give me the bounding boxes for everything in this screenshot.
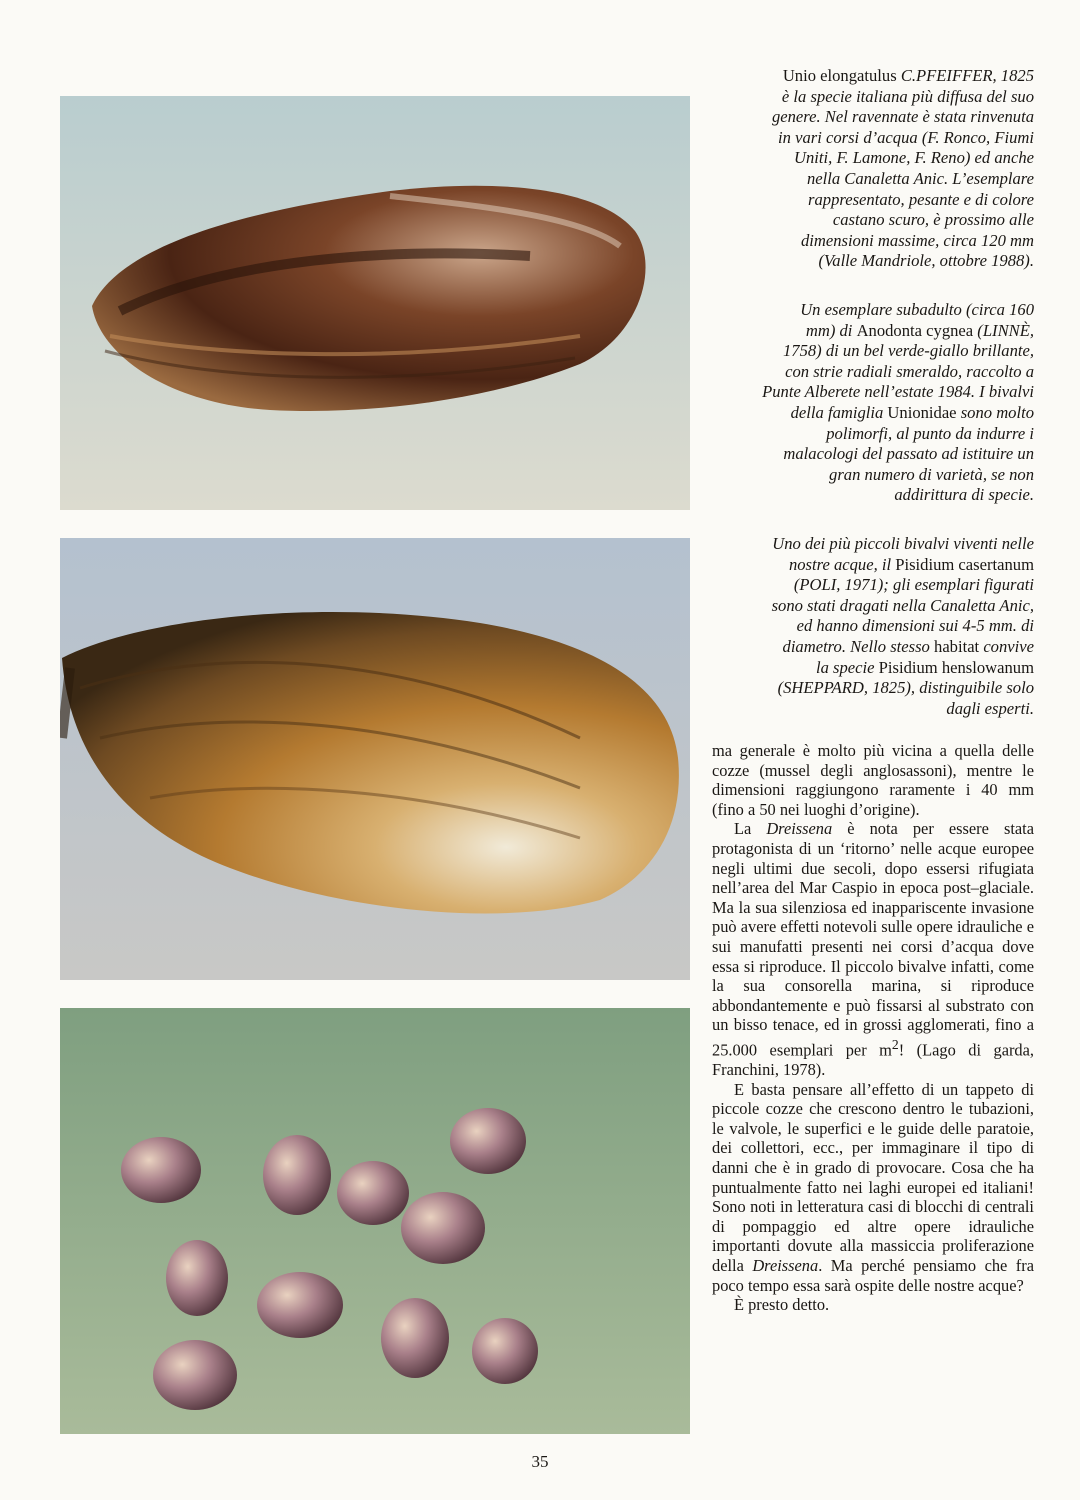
anodonta-shell-image: [60, 538, 690, 980]
body-text: E basta pensare all’effetto di un tappeto di piccole cozze che crescono dentro le tubazioni, le valvole, le superfici e le guide delle paratoie, dei collettori, ecc., per immaginare il tipo di danni che è in grado di provocare. Cosa che ha puntualmente fatto nei laghi europei ed italiani! Sono noti in letteratura casi di blocchi di centrali di pompaggio ed altre opere idrauliche importanti dovute alla massiccia proliferazione della: [712, 1079, 1034, 1275]
body-text-italic: Dreissena: [766, 819, 833, 839]
body-text-italic: Dreissena: [752, 1255, 819, 1275]
caption-text: rappresentato, pesante e di colore: [808, 189, 1034, 209]
caption-text: convive: [979, 636, 1034, 656]
caption-text: sono molto: [956, 402, 1034, 422]
caption-anodonta: [712, 300, 1034, 506]
caption-text: diametro. Nello stesso: [782, 636, 935, 656]
caption-text: Uniti, F. Lamone, F. Reno) ed anche: [794, 148, 1034, 168]
caption-text: la specie: [815, 657, 879, 677]
body-paragraph: [712, 1080, 1034, 1296]
caption-text: Unionidae: [887, 402, 957, 422]
article-body: [712, 741, 1034, 1315]
caption-text: sono stati dragati nella Canaletta Anic,: [771, 595, 1034, 615]
pisidium-shells-image: [60, 1008, 690, 1434]
caption-text: (LINNÈ,: [973, 320, 1034, 340]
superscript: 2: [891, 1036, 899, 1052]
caption-text: Un esemplare subadulto (circa 160: [800, 300, 1034, 319]
caption-text: nella Canaletta Anic. L’esemplare: [806, 168, 1034, 188]
caption-text: polimorfi, al punto da indurre i: [826, 423, 1034, 443]
caption-text: addirittura di specie.: [894, 485, 1034, 505]
caption-text: della famiglia: [790, 402, 888, 422]
caption-text: dagli esperti.: [946, 698, 1034, 718]
page-number: 35: [531, 1452, 549, 1471]
body-text: ! (Lago di garda, Franchini, 1978).: [712, 1040, 1034, 1079]
caption-text: nostre acque, il: [788, 554, 896, 574]
caption-text: dimensioni massime, circa 120 mm: [800, 230, 1034, 250]
caption-text: Anodonta cygnea: [856, 320, 974, 340]
caption-unio: [712, 66, 1034, 272]
caption-text: (Valle Mandriole, ottobre 1988).: [818, 251, 1034, 271]
caption-pisidium: [712, 534, 1034, 719]
caption-text: Pisidium casertanum: [895, 554, 1034, 574]
photo-unio-elongatulus: [60, 96, 690, 510]
photo-pisidium-casertanum: [60, 1008, 690, 1434]
body-paragraph: ma generale è molto più vicina a quella delle cozze (mussel degli anglosassoni), mentre le dimensioni raggiungono raramente i 40 mm (fino a 50 nei luoghi d’origine).: [712, 741, 1034, 819]
caption-text: gran numero di varietà, se non: [829, 464, 1034, 484]
caption-text: Unio elongatulus: [782, 66, 901, 85]
caption-text: ed hanno dimensioni sui 4-5 mm. di: [796, 616, 1034, 636]
caption-text: Uno dei più piccoli bivalvi viventi nelle: [772, 534, 1034, 553]
caption-text: genere. Nel ravennate è stata rinvenuta: [771, 107, 1034, 127]
caption-text: con strie radiali smeraldo, raccolto a: [785, 361, 1034, 381]
photo-anodonta-cygnea: [60, 538, 690, 980]
caption-text: C.PFEIFFER, 1825: [900, 66, 1034, 85]
body-paragraph: È presto detto.: [734, 1295, 830, 1315]
body-text: . Ma perché pensiamo che fra poco tempo essa sarà ospite delle nostre acque?: [712, 1255, 1034, 1295]
caption-text: Punte Alberete nell’estate 1984. I bivalvi: [762, 382, 1034, 402]
caption-text: malacologi del passato ad istituire un: [783, 444, 1034, 464]
caption-text: Pisidium henslowanum: [878, 657, 1034, 677]
caption-text: in vari corsi d’acqua (F. Ronco, Fiumi: [778, 127, 1034, 147]
body-paragraph: [712, 819, 1034, 1079]
body-text: è nota per essere stata protagonista di un ‘ritorno’ nelle acque europee negli ultimi due secoli, dopo essersi rifugiata nell’area del Mar Caspio in epoca post–glaciale. Ma la sua silenziosa ed inappariscente invasione può avere effetti notevoli sulle opere idrauliche e sui manufatti presenti nei corsi d’acqua dove essa si riproduce. Il piccolo bivalve infatti, come la sua consorella marina, si riproduce abbondantemente e può fissarsi al substrato con un bisso tenace, ed in grossi agglomerati, fino a 25.000 esemplari per m: [712, 819, 1034, 1060]
unio-shell-image: [60, 96, 690, 510]
caption-text: mm) di: [805, 320, 857, 340]
body-text: La: [734, 819, 767, 839]
caption-text: habitat: [934, 636, 980, 656]
caption-text: 1758) di un bel verde-giallo brillante,: [782, 341, 1034, 361]
caption-text: castano scuro, è prossimo alle: [832, 210, 1034, 230]
caption-text: (SHEPPARD, 1825), distinguibile solo: [777, 678, 1034, 698]
caption-text: (POLI, 1971); gli esemplari figurati: [793, 575, 1034, 595]
caption-text: è la specie italiana più diffusa del suo: [781, 86, 1034, 106]
